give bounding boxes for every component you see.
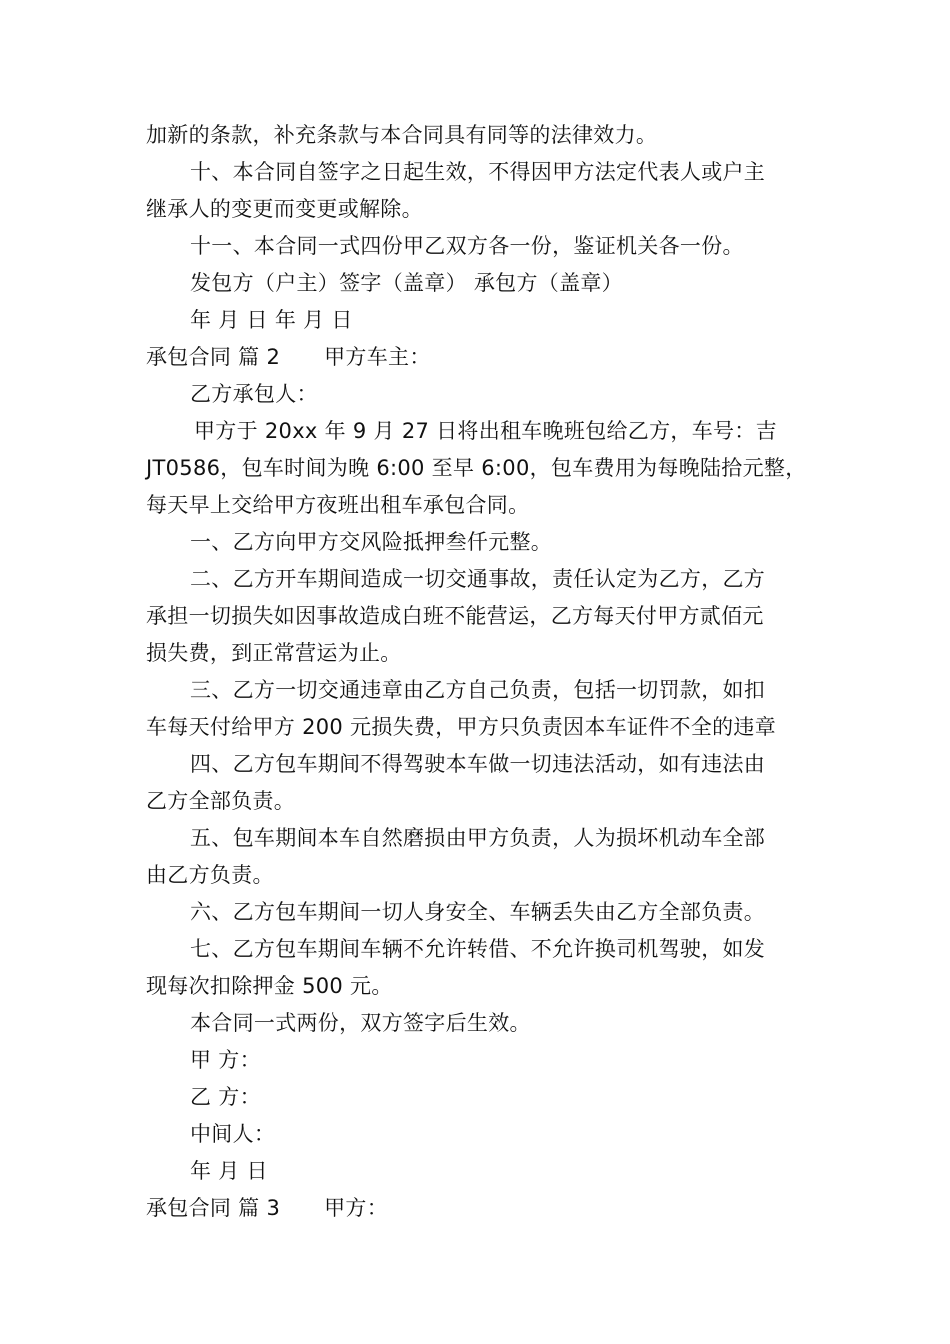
text-line: 四、乙方包车期间不得驾驶本车做一切违法活动，如有违法由 (190, 752, 766, 776)
text-line: 十一、本合同一式四份甲乙双方各一份，鉴证机关各一份。 (190, 234, 744, 258)
text-line: 现每次扣除押金 500 元。 (146, 974, 393, 998)
section-heading-2 (146, 342, 431, 372)
signature-party-b: 乙 方： (190, 1085, 261, 1109)
signature-party-a: 甲 方： (190, 1048, 261, 1072)
text-line: 继承人的变更而变更或解除。 (146, 197, 423, 221)
date-line: 年 月 日 (190, 1159, 268, 1183)
section-party: 甲方车主： (324, 345, 431, 369)
text-line: 六、乙方包车期间一切人身安全、车辆丢失由乙方全部负责。 (190, 900, 766, 924)
text-line: 本合同一式两份，双方签字后生效。 (190, 1011, 531, 1035)
date-line: 年 月 日 年 月 日 (190, 308, 353, 332)
text-line: 乙方承包人： (190, 382, 318, 406)
text-line: 五、包车期间本车自然磨损由甲方负责，人为损坏机动车全部 (190, 826, 766, 850)
text-line: 十、本合同自签字之日起生效，不得因甲方法定代表人或户主 (190, 160, 766, 184)
text-line: 三、乙方一切交通违章由乙方自己负责，包括一切罚款，如扣 (190, 678, 766, 702)
text-line: 每天早上交给甲方夜班出租车承包合同。 (146, 493, 530, 517)
signature-intermediary: 中间人： (190, 1122, 276, 1146)
text-line: 损失费，到正常营运为止。 (146, 641, 402, 665)
text-line: 七、乙方包车期间车辆不允许转借、不允许换司机驾驶，如发 (190, 937, 766, 961)
text-line: 加新的条款，补充条款与本合同具有同等的法律效力。 (146, 123, 658, 147)
section-party: 甲方： (324, 1196, 389, 1220)
text-line: 由乙方负责。 (146, 863, 274, 887)
text-line: 发包方（户主）签字（盖章） 承包方（盖章） (190, 271, 623, 295)
text-line: JT0586，包车时间为晚 6:00 至早 6:00，包车费用为每晚陆拾元整， (146, 456, 807, 480)
text-line: 车每天付给甲方 200 元损失费，甲方只负责因本车证件不全的违章 (146, 715, 777, 739)
section-title: 承包合同 篇 2 (146, 345, 281, 369)
section-heading-3 (146, 1193, 388, 1223)
text-line: 甲方于 20xx 年 9 月 27 日将出租车晚班包给乙方，车号：吉 (194, 419, 777, 443)
text-line: 二、乙方开车期间造成一切交通事故，责任认定为乙方，乙方 (190, 567, 766, 591)
text-line: 乙方全部负责。 (146, 789, 296, 813)
text-line: 承担一切损失如因事故造成白班不能营运，乙方每天付甲方贰佰元 (146, 604, 764, 628)
text-line: 一、乙方向甲方交风险抵押叁仟元整。 (190, 530, 553, 554)
section-title: 承包合同 篇 3 (146, 1196, 281, 1220)
